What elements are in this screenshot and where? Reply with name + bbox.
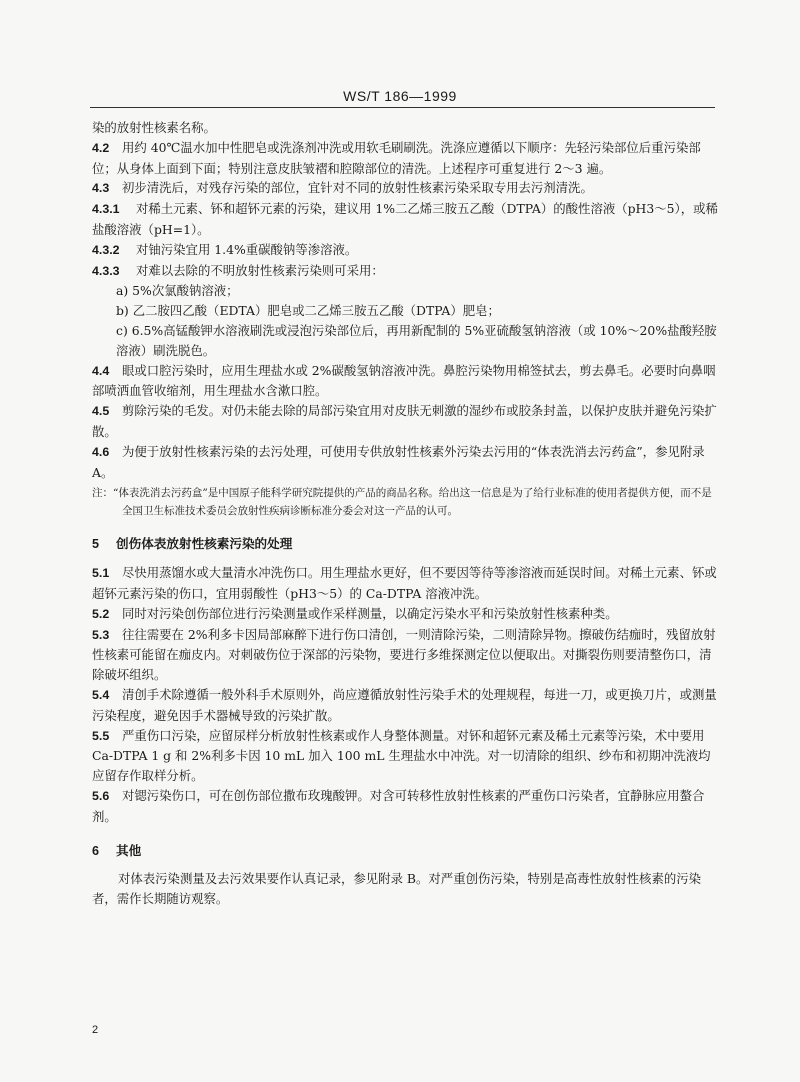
standard-code-header: WS/T 186—1999	[343, 88, 457, 104]
clause-5-6: 5.6 对锶污染伤口，可在创伤部位撒布玫瑰酸钾。对含可转移性放射性核素的严重伤口污染者，宜静脉应用螯合剂。	[92, 787, 705, 824]
clause-4-3-1: 4.3.1 对稀土元素、钚和超钚元素的污染，建议用 1%二乙烯三胺五乙酸（DTPA）的酸性溶液（pH3～5），或稀盐酸溶液（pH=1）。	[92, 201, 718, 237]
clause-4-3: 4.3 初步清洗后，对残存污染的部位，宜针对不同的放射性核素污染采取专用去污剂清洗。	[92, 180, 593, 196]
section-6-text: 对体表污染测量及去污效果要作认真记录，参见附录 B。对严重创伤污染，特别是高毒性放射性核素的污染者，需作长期随访观察。	[92, 871, 702, 907]
list-item-b: b) 乙二胺四乙酸（EDTA）肥皂或二乙烯三胺五乙酸（DTPA）肥皂；	[116, 303, 500, 319]
clause-5-3: 5.3 往往需要在 2%利多卡因局部麻醉下进行伤口清创，一则清除污染，二则清除异物。擦破伤结痂时，残留放射性核素可能留在痂皮内。对刺破伤位于深部的污染物，要进行多维探测定位以便取出。对撕裂伤则要清整伤口，清除破坏组织。	[92, 626, 716, 683]
clause-5-5: 5.5 严重伤口污染，应留尿样分析放射性核素或作人身整体测量。对钚和超钚元素及稀土元素等污染，术中要用 Ca-DTPA 1 g 和 2%利多卡因 10 mL 加入 100 mL 生理盐水中冲洗。对一切清除的组织、纱布和初期冲洗液均应留存作取样分析。	[92, 727, 711, 784]
header-rule	[90, 107, 715, 108]
clause-4-6: 4.6 为便于放射性核素污染的去污处理，可使用专供放射性核素外污染去污用的“体表洗消去污药盒”，参见附录 A。	[92, 443, 705, 480]
list-item-a: a) 5%次氯酸钠溶液；	[116, 283, 239, 299]
note-text: 注：“体表洗消去污药盒”是中国原子能科学研究院提供的产品的商品名称。给出这一信息是为了给行业标准的使用者提供方便，而不是全国卫生标准技术委员会放射性疾病诊断标准分委会对这一产品的认可。	[92, 487, 712, 518]
clause-4-2: 4.2 用约 40℃温水加中性肥皂或洗涤剂冲洗或用软毛刷刷洗。洗涤应遵循以下顺序：先轻污染部位后重污染部位；从身体上面到下面；特别注意皮肤皱褶和腔隙部位的清洗。上述程序可重复进行 2～3 遍。	[92, 139, 701, 176]
continuation-text: 染的放射性核素名称。	[92, 120, 216, 135]
clause-4-4: 4.4 眼或口腔污染时，应用生理盐水或 2%碳酸氢钠溶液冲洗。鼻腔污染物用棉签拭去，剪去鼻毛。必要时向鼻咽部喷洒血管收缩剂，用生理盐水含漱口腔。	[92, 362, 716, 399]
clause-5-4: 5.4 清创手术除遵循一般外科手术原则外，尚应遵循放射性污染手术的处理规程，每进一刀，或更换刀片，或测量污染程度，避免因手术器械导致的污染扩散。	[92, 686, 717, 723]
clause-5-1: 5.1 尽快用蒸馏水或大量清水冲洗伤口。用生理盐水更好，但不要因等待等渗溶液而延误时间。对稀土元素、钚或超钚元素污染的伤口，宜用弱酸性（pH3～5）的 Ca-DTPA 溶液冲洗。	[92, 565, 717, 601]
list-item-c: c) 6.5%高锰酸钾水溶液刷洗或浸泡污染部位后，再用新配制的 5%亚硫酸氢钠溶液（或 10%～20%盐酸羟胺溶液）刷洗脱色。	[116, 322, 717, 358]
clause-5-2: 5.2 同时对污染创伤部位进行污染测量或作采样测量，以确定污染水平和污染放射性核素种类。	[92, 605, 618, 621]
clause-4-3-3: 4.3.3 对难以去除的不明放射性核素污染则可采用：	[92, 262, 384, 278]
page-number: 2	[92, 1024, 99, 1036]
section-6-heading: 6 其他	[92, 842, 142, 858]
document-body	[92, 118, 720, 909]
clause-4-3-2: 4.3.2 对铀污染宜用 1.4%重碳酸钠等渗溶液。	[92, 241, 358, 257]
clause-4-5: 4.5 剪除污染的毛发。对仍未能去除的局部污染宜用对皮肤无刺激的湿纱布或胶条封盖，以保护皮肤并避免污染扩散。	[92, 403, 717, 439]
section-5-heading: 5 创伤体表放射性核素污染的处理	[92, 536, 293, 552]
